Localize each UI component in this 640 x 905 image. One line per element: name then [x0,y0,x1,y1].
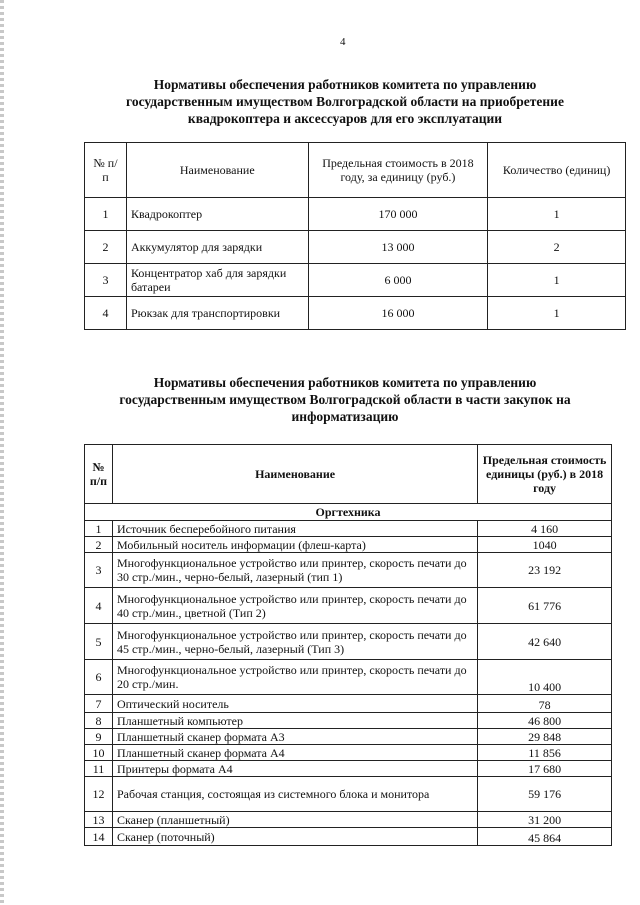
row-num: 12 [85,777,113,812]
row-price: 42 640 [478,624,612,660]
it-norms-table [84,444,612,846]
section1-title-line: Нормативы обеспечения работников комитета по управлению [153,77,537,92]
table-row [85,553,612,588]
row-name: Планшетный компьютер [112,713,477,729]
section1-title-line: квадрокоптера и аксессуаров для его эксплуатации [187,111,503,126]
row-name: Планшетный сканер формата А4 [112,745,477,761]
table-row [85,812,612,828]
row-num: 14 [85,828,113,846]
table-row [85,660,612,695]
col-price-header: Предельная стоимость единицы (руб.) в 2018 году [478,445,612,504]
row-num: 2 [85,231,127,264]
row-num: 1 [85,198,127,231]
row-num: 3 [85,553,113,588]
col-name-header: Наименование [126,143,308,198]
col-price-header: Предельная стоимость в 2018 году, за единицу (руб.) [308,143,488,198]
row-name: Сканер (планшетный) [112,812,477,828]
table-row [85,745,612,761]
row-name: Аккумулятор для зарядки [126,231,308,264]
row-num: 1 [85,521,113,537]
row-price: 31 200 [478,812,612,828]
section2-title-line: информатизацию [291,409,399,424]
row-name: Концентратор хаб для зарядки батареи [126,264,308,297]
row-price: 78 [478,695,612,713]
row-price: 16 000 [308,297,488,330]
table-row [85,828,612,846]
row-price: 11 856 [478,745,612,761]
table-row [85,198,626,231]
row-price: 10 400 [478,660,612,695]
row-name: Квадрокоптер [126,198,308,231]
table-row [85,729,612,745]
table-row [85,231,626,264]
row-price: 29 848 [478,729,612,745]
row-qty: 1 [488,198,626,231]
table-row [85,713,612,729]
row-price: 17 680 [478,761,612,777]
col-num-header: № п/п [85,143,127,198]
row-num: 2 [85,537,113,553]
section1-title-line: государственным имуществом Волгоградской области на приобретение [126,94,564,109]
table-header-row [85,445,612,504]
col-name-header: Наименование [112,445,477,504]
table-row [85,521,612,537]
table-row [85,695,612,713]
row-name: Сканер (поточный) [112,828,477,846]
row-price: 23 192 [478,553,612,588]
row-price: 1040 [478,537,612,553]
section2-title [60,374,630,425]
row-name: Оптический носитель [112,695,477,713]
row-price: 61 776 [478,588,612,624]
page-number: 4 [340,36,346,48]
table-row [85,761,612,777]
row-price: 46 800 [478,713,612,729]
row-name: Рабочая станция, состоящая из системного блока и монитора [112,777,477,812]
row-name: Многофункциональное устройство или принтер, скорость печати до 40 стр./мин., цветной (Тип 2) [112,588,477,624]
section1-title [60,76,630,127]
row-price: 59 176 [478,777,612,812]
row-name: Принтеры формата А4 [112,761,477,777]
drone-norms-table [84,142,626,330]
section2-title-line: государственным имуществом Волгоградской области в части закупок на [119,392,571,407]
section2-title-line: Нормативы обеспечения работников комитета по управлению [153,375,537,390]
row-num: 13 [85,812,113,828]
col-qty-header: Количество (единиц) [488,143,626,198]
row-num: 9 [85,729,113,745]
row-name: Многофункциональное устройство или принтер, скорость печати до 30 стр./мин., черно-белый, лазерный (тип 1) [112,553,477,588]
group-row [85,504,612,521]
row-num: 5 [85,624,113,660]
table-row [85,264,626,297]
row-price: 4 160 [478,521,612,537]
row-num: 4 [85,297,127,330]
row-name: Многофункциональное устройство или принтер, скорость печати до 20 стр./мин. [112,660,477,695]
table-row [85,537,612,553]
row-name: Планшетный сканер формата А3 [112,729,477,745]
table-row [85,297,626,330]
row-num: 6 [85,660,113,695]
row-name: Рюкзак для транспортировки [126,297,308,330]
row-name: Мобильный носитель информации (флеш-карта) [112,537,477,553]
row-name: Источник бесперебойного питания [112,521,477,537]
row-name: Многофункциональное устройство или принтер, скорость печати до 45 стр./мин., черно-белый, лазерный (Тип 3) [112,624,477,660]
col-num-header: № п/п [85,445,113,504]
group-label: Оргтехника [85,504,612,521]
row-qty: 2 [488,231,626,264]
row-num: 4 [85,588,113,624]
row-price: 6 000 [308,264,488,297]
row-qty: 1 [488,297,626,330]
row-num: 11 [85,761,113,777]
row-price: 13 000 [308,231,488,264]
row-num: 8 [85,713,113,729]
row-qty: 1 [488,264,626,297]
row-price: 45 864 [478,828,612,846]
row-price: 170 000 [308,198,488,231]
row-num: 10 [85,745,113,761]
scan-edge [0,0,4,905]
table-row [85,588,612,624]
row-num: 7 [85,695,113,713]
table-header-row [85,143,626,198]
table-row [85,777,612,812]
table-row [85,624,612,660]
row-num: 3 [85,264,127,297]
